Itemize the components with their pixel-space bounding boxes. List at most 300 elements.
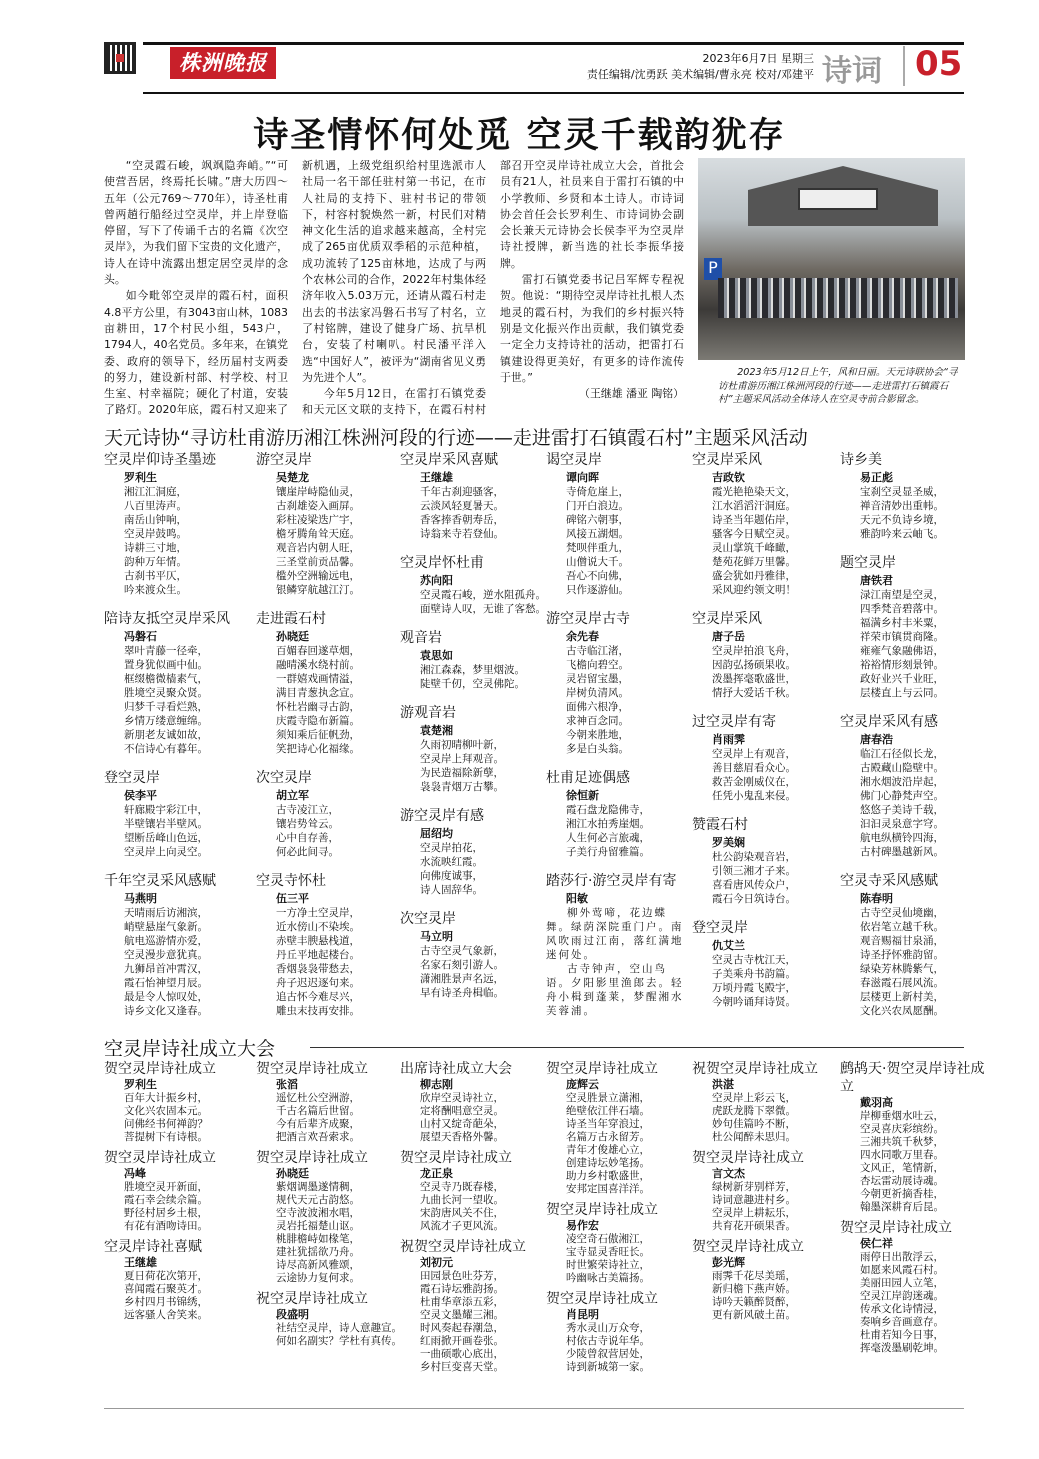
poem-line: 祥荣市镇贯商隆。 xyxy=(860,631,944,643)
poem xyxy=(104,450,249,597)
poem-title: 题空灵岸 xyxy=(840,555,896,571)
poem-column xyxy=(104,450,249,1030)
poem-line: 霞石幸会续佘篇。 xyxy=(124,1194,208,1206)
poem-line: 云淡风轻夏暑天。 xyxy=(420,500,504,512)
poem-column xyxy=(840,1060,985,1360)
poem-line: 风流才子更风流。 xyxy=(420,1220,504,1232)
poem-line: 文风正，笔情新， xyxy=(860,1162,944,1174)
poem-title: 次空灵岸 xyxy=(256,770,312,786)
poem-author: 戴羽高 xyxy=(860,1096,893,1109)
poem-line: 空灵喜庆彩缤纷。 xyxy=(860,1123,944,1135)
poem-line: 喜看唐风传众户， xyxy=(712,879,796,891)
poem-line: 南岳山钟响， xyxy=(124,514,187,526)
poem-line: 杜甫华章添五彩， xyxy=(420,1296,504,1308)
poem xyxy=(400,553,545,616)
poem-line: 凌空奇石傲湘江， xyxy=(566,1233,650,1245)
poem-line: 空灵江岸韵迷魂。 xyxy=(860,1290,944,1302)
poem-author: 刘初元 xyxy=(420,1256,453,1269)
poem-line: 把酒言欢吾索求。 xyxy=(276,1131,360,1143)
poem-line: 有花有酒吻诗田。 xyxy=(124,1220,208,1232)
poem-title: 游观音岩 xyxy=(400,705,456,721)
poem-column xyxy=(256,1060,401,1353)
poem-line: 面壁诗人叹，无谁了客愁。 xyxy=(420,603,546,615)
poem-line: 框缀檐微樯素气， xyxy=(124,673,208,685)
poem-title: 空灵岸仰诗圣墨迹 xyxy=(104,452,216,468)
poem-author: 侯仁祥 xyxy=(860,1237,893,1250)
poem-author: 冯峰 xyxy=(124,1167,146,1180)
poem-line: 百年大计振乡村， xyxy=(124,1092,208,1104)
poem-line: 古村碑墨越新风。 xyxy=(860,846,944,858)
poem-title: 观音岩 xyxy=(400,630,442,646)
poem-line: 因韵弘扬硕果收。 xyxy=(712,659,796,671)
poem-line: 名家石刻引游人。 xyxy=(420,959,504,971)
poem-author: 肖雨霁 xyxy=(712,733,745,746)
poem-line: 诗词意趣进村乡。 xyxy=(712,1194,796,1206)
poem-line: 共育花开硕果香。 xyxy=(712,1220,796,1232)
article-paragraph: “空灵霞石峻，飒飒隐奔峭。”“可使营吾居，终焉托长啸。”唐大历四～五年（公元769～770年），诗圣杜甫曾两趟行船经过空灵岸，并上岸登临停留，写下了传诵千古的名篇《次空灵岸》，为我们留下宝贵的文化遗产，诗人在诗中流露出想定居空灵岸的念头。 xyxy=(104,159,288,287)
poem-title: 空灵岸采风喜赋 xyxy=(400,452,498,468)
poem-line: 青年才俊雄心立， xyxy=(566,1144,650,1156)
poem-author: 孙晓廷 xyxy=(276,1167,309,1180)
header-top-rule xyxy=(143,42,964,45)
poem-line: 多是白头翁。 xyxy=(566,743,629,755)
poem-line: 妙句佳篇吟不断， xyxy=(712,1118,796,1130)
poem-line: 古刹雄姿入画屏。 xyxy=(276,500,360,512)
poem-line: 轩廊殿宇彩江中， xyxy=(124,804,208,816)
poem-title: 祝空灵岸诗社成立 xyxy=(256,1291,368,1307)
poem xyxy=(400,1238,545,1374)
poem-line: 奏响乡音画意存。 xyxy=(860,1316,944,1328)
poem-title: 空灵寺采风感赋 xyxy=(840,873,938,889)
poem-line: 福满乡村丰米粟， xyxy=(860,617,944,629)
poem-line: 霞石怡神望月辰。 xyxy=(124,977,208,989)
poem-author: 屈绍均 xyxy=(420,827,453,840)
poem-line: 古寺凌江立， xyxy=(276,804,339,816)
poem-line: 建社犹揺欲乃舟。 xyxy=(276,1246,360,1258)
poem-line: 时风奏起春潮急， xyxy=(420,1322,504,1334)
poem-line: 镶崖岸峙隐仙灵， xyxy=(276,486,360,498)
poem-author: 阳敏 xyxy=(566,892,588,905)
poem-line: 须知乘后征帆劲， xyxy=(276,729,360,741)
poem xyxy=(256,1149,401,1285)
poem-line: 临江石径似长龙， xyxy=(860,748,944,760)
poem-author: 孙晓廷 xyxy=(276,630,309,643)
poem-author: 陈春明 xyxy=(860,892,893,905)
poem-line: 空灵岸拍浪飞舟， xyxy=(712,645,796,657)
poem-line: 文化兴农固本元。 xyxy=(124,1105,208,1117)
poem-line: 少陵曾叙营居处， xyxy=(566,1348,650,1360)
poem xyxy=(400,1060,545,1144)
poem-title: 贺空灵岸诗社成立 xyxy=(546,1061,658,1077)
poem xyxy=(546,1290,691,1374)
poem-line: 雍雍气象融佛语， xyxy=(860,645,944,657)
poem xyxy=(400,1149,545,1233)
poem-author: 罗利生 xyxy=(124,1078,157,1091)
poem-line: 天晴雨后访湘滨， xyxy=(124,907,208,919)
poem-title: 空灵岸诗社喜赋 xyxy=(104,1239,202,1255)
photo-caption: 2023年5月12日上午，风和日丽。天元诗联协会“寻访杜甫游历湘江株洲河段的行迹——走进雷打石镇霞石村”主题采风活动全体诗人在空灵寺前合影留念。 xyxy=(718,367,958,405)
poem-title: 鹧鸪天·贺空灵岸诗社成立 xyxy=(840,1061,985,1095)
poem-line: 新归檐下燕声娇。 xyxy=(712,1283,796,1295)
poem-line: 诗翁来寺若登仙。 xyxy=(420,528,504,540)
poets-group xyxy=(718,278,958,318)
poem-line: 空灵岸鼓鸣。 xyxy=(124,528,187,540)
poem-line: 灵岩托福楚山讴。 xyxy=(276,1220,360,1232)
poem-title: 游空灵岸有感 xyxy=(400,808,484,824)
poem-line: 杜公闻醉未思归。 xyxy=(712,1131,796,1143)
poem-line: 宝寺显灵香旺长。 xyxy=(566,1246,650,1258)
poem-line: 时世繁荣诗社立， xyxy=(566,1259,650,1271)
poem-line: 紫烟调墨遂情稠， xyxy=(276,1181,360,1193)
poem-line: 依岩笔立越千秋。 xyxy=(860,921,944,933)
poem-line: 空灵胜景立潇湘， xyxy=(566,1092,650,1104)
poem-line: 峭壁悬崖气象新。 xyxy=(124,921,208,933)
poem-author: 龙正泉 xyxy=(420,1167,453,1180)
poem-line: 吟幽咏古美篇扬。 xyxy=(566,1272,650,1284)
poem-title: 出席诗社成立大会 xyxy=(400,1061,512,1077)
poem-line: 问佛经书何禅韵？ xyxy=(124,1118,208,1130)
masthead-logo: 株洲晚报 xyxy=(170,47,276,79)
footer-rule xyxy=(104,1408,964,1409)
poem-line: 骚客今日赋空灵。 xyxy=(712,528,796,540)
poem-line: 风接五湖烟。 xyxy=(566,528,629,540)
poem-author: 唐子岳 xyxy=(712,630,745,643)
poem-line: 采风迎约领文明！ xyxy=(712,584,796,596)
poem xyxy=(400,909,545,1000)
poem-author: 王继雄 xyxy=(420,471,453,484)
poem xyxy=(840,1219,985,1355)
poem-column xyxy=(546,1060,691,1379)
poem xyxy=(546,871,691,1018)
poem-line: 面佛六根净， xyxy=(566,701,629,713)
poem-line: 子美乘舟书韵篇。 xyxy=(712,968,796,980)
poem-line: 胜境空灵开新面， xyxy=(124,1181,208,1193)
poem-line: 子美行舟留雅篇。 xyxy=(566,846,650,858)
poem-title: 贺空灵岸诗社成立 xyxy=(400,1150,512,1166)
article-body xyxy=(104,158,684,420)
poem-line: 望断岳峰山色远， xyxy=(124,832,208,844)
poem-line: 千古名篇后世留。 xyxy=(276,1105,360,1117)
poem-title: 过空灵岸有寄 xyxy=(692,714,776,730)
poem-line: 九曲长河一望收。 xyxy=(420,1194,504,1206)
poem-line: 湘江水拍秀崖烟。 xyxy=(566,818,650,830)
poem-line: 空灵古寺枕江天， xyxy=(712,954,796,966)
poem-line: 虎跃龙腾下翠微。 xyxy=(712,1105,796,1117)
poem-line: 名篇万古永留芳。 xyxy=(566,1131,650,1143)
poem-line: 远客骚人舍笑来。 xyxy=(124,1309,208,1321)
poem xyxy=(840,553,985,700)
poem-line: 湘水烟波沿岸起， xyxy=(860,776,944,788)
poem-line: 彩柱凌梁迭广宇， xyxy=(276,514,360,526)
poem-line: 安邦定国喜洋洋。 xyxy=(566,1183,650,1195)
poem-line: 只作逐游仙。 xyxy=(566,584,629,596)
poem-line: 柳外莺啼，花边蝶舞。绿荫深院重门户。南风吹雨过江南，落红满地迷何处。 xyxy=(546,907,684,961)
poem-line: 规代天元古韵悠。 xyxy=(276,1194,360,1206)
poem-author: 伍三平 xyxy=(276,892,309,905)
article-paragraph: 今年5月12日，在雷打石镇党委和天元区文联的支持下，在霞石村村部召开空灵岸诗社成立大会，首批会员有21人，社员来自于雷打石镇的中小学教师、乡贤和本土诗人。市诗词协会首任会长罗利生、市诗词协会副会长兼天元诗协会长侯李平为空灵岸诗社授牌，新当选的社长李振华接牌。 xyxy=(302,159,684,417)
poem-author: 徐恒新 xyxy=(566,789,599,802)
group-photo[interactable] xyxy=(698,158,965,360)
poem-author: 庞辉云 xyxy=(566,1078,599,1091)
poem xyxy=(840,1060,985,1214)
poem-line: 古寺钟声，空山鸟语。夕阳影里渔郎去。轻舟小楫到蓬莱，梦醒湘水芙蓉浦。 xyxy=(546,963,684,1017)
poem-line: 向佛度诚事， xyxy=(420,870,483,882)
poem-line: 层楼更上新村美， xyxy=(860,991,944,1003)
poem-line: 杜甫若知今日事， xyxy=(860,1329,944,1341)
section-heading-rule xyxy=(310,1047,964,1048)
poem-line: 宋韵唐风关不住， xyxy=(420,1207,504,1219)
poem-line: 今朝来胜地， xyxy=(566,729,629,741)
poem-title: 空灵岸采风有感 xyxy=(840,714,938,730)
poem-title: 空灵寺怀杜 xyxy=(256,873,326,889)
section-name: 诗词 xyxy=(822,54,882,89)
poem-line: 千年古刹迎骚客， xyxy=(420,486,504,498)
poem-line: 悠悠子美诗千载， xyxy=(860,804,944,816)
poem-line: 杏坛雷动展诗魂。 xyxy=(860,1175,944,1187)
poem-line: 空灵文墨耀三湘。 xyxy=(420,1309,504,1321)
poem-line: 今朝吟诵拜诗贤。 xyxy=(712,996,796,1008)
poem-line: 古刹书平仄， xyxy=(124,570,187,582)
poem-line: 空灵岸上彩云飞， xyxy=(712,1092,796,1104)
poem-title: 贺空灵岸诗社成立 xyxy=(256,1150,368,1166)
poem-line: 乡村四月书锦绣， xyxy=(124,1296,208,1308)
poem-line: 秀水灵山万众夸， xyxy=(566,1322,650,1334)
poem-line: 山村又绽奇葩朵， xyxy=(420,1118,504,1130)
poem-title: 贺空灵岸诗社成立 xyxy=(692,1239,804,1255)
poem-line: 情抒大爱话千秋。 xyxy=(712,687,796,699)
poem-title: 登空灵岸 xyxy=(104,770,160,786)
poem-line: 今有后辈齐成聚， xyxy=(276,1118,360,1130)
poem-author: 余先春 xyxy=(566,630,599,643)
poem-line: 不信诗心有暮年。 xyxy=(124,743,208,755)
poem-title: 登空灵岸 xyxy=(692,920,748,936)
article-byline: （王继雄 潘亚 陶铭） xyxy=(579,387,684,401)
poem xyxy=(400,450,545,541)
poem xyxy=(692,815,837,906)
poem-line: 观音赐福甘泉涌， xyxy=(860,935,944,947)
poem-line: 三圣堂前贡品馨。 xyxy=(276,556,360,568)
poem-line: 传承文化诗情浸， xyxy=(860,1303,944,1315)
poem-line: 何必此间寻。 xyxy=(276,846,339,858)
poem-author: 侯李平 xyxy=(124,789,157,802)
poem-line: 岸柳垂烟水吐云， xyxy=(860,1110,944,1122)
poem-line: 绿染芳林腾紫气， xyxy=(860,963,944,975)
poem-author: 易正彪 xyxy=(860,471,893,484)
poem-line: 门开白浪边。 xyxy=(566,500,629,512)
poem-author: 仇艾兰 xyxy=(712,939,745,952)
poem-line: 人生何必言旅魂， xyxy=(566,832,650,844)
poem-line: 水流映红霞。 xyxy=(420,856,483,868)
poem-line: 求神百念同。 xyxy=(566,715,629,727)
poem-line: 救苦金刚威仪在， xyxy=(712,776,796,788)
poem-line: 引领三湘才子来。 xyxy=(712,865,796,877)
poem-line: 雅韵吟来云岫飞。 xyxy=(860,528,944,540)
poem-line: 三湘共筑千秋梦， xyxy=(860,1136,944,1148)
poem-author: 冯磐石 xyxy=(124,630,157,643)
poem-line: 赤壁丰腴悬栈道， xyxy=(276,935,360,947)
poem-line: 袅袅青烟万古攀。 xyxy=(420,781,504,793)
headline: 诗圣情怀何处觅 空灵千载韵犹存 xyxy=(253,116,786,156)
poem-title: 次空灵岸 xyxy=(400,911,456,927)
poem xyxy=(840,871,985,1018)
poem-line: 文化兴农凤愿酬。 xyxy=(860,1005,944,1017)
poem-line: 九狮昂首冲霄汉， xyxy=(124,963,208,975)
poem-line: 今朝更祈摘香桂， xyxy=(860,1188,944,1200)
poem-line: 善目慈眉看众心。 xyxy=(712,762,796,774)
poem-line: 灵山掌筑千峰瞰， xyxy=(712,542,796,554)
poem-author: 袁思如 xyxy=(420,649,453,662)
poem-line: 早有诗圣舟楫临。 xyxy=(420,987,504,999)
poem xyxy=(256,450,401,597)
poem-line: 怀杜岩幽寻古韵， xyxy=(276,701,360,713)
temple-sign xyxy=(798,188,878,210)
poem-line: 梵呗伴重九， xyxy=(566,542,629,554)
poem-line: 檐牙腾角耸天庭。 xyxy=(276,528,360,540)
poem-line: 吟来渡众生。 xyxy=(124,584,187,596)
poem-title: 贺空灵岸诗社成立 xyxy=(692,1150,804,1166)
header-bottom-rule xyxy=(143,92,964,94)
poem-line: 香烟袅袅带愁去， xyxy=(276,963,360,975)
qr-code[interactable] xyxy=(104,42,136,74)
poem-line: 红雨掀开画卷张。 xyxy=(420,1335,504,1347)
poem xyxy=(104,1060,249,1144)
poem-line: 空灵寺乃既春楼， xyxy=(420,1181,504,1193)
poem xyxy=(400,806,545,897)
poem-line: 湘江汇洞庭， xyxy=(124,486,187,498)
poem-title: 游空灵岸 xyxy=(256,452,312,468)
poem-line: 夏日荷花次第开， xyxy=(124,1270,208,1282)
poem-author: 王继雄 xyxy=(124,1256,157,1269)
poem xyxy=(692,1060,837,1144)
poem-line: 政好业兴千业旺， xyxy=(860,673,944,685)
poem-title: 千年空灵采风感赋 xyxy=(104,873,216,889)
poem-line: 何如名副实？学杜有真传。 xyxy=(276,1335,402,1347)
poem-title: 游空灵岸古寺 xyxy=(546,611,630,627)
poem xyxy=(104,768,249,859)
poem-line: 更有新风破土苗。 xyxy=(712,1309,796,1321)
poem-line: 湘江森森，梦里烟波。 xyxy=(420,664,525,676)
poem-column xyxy=(546,450,691,1030)
poem-title: 祝贺空灵岸诗社成立 xyxy=(692,1061,818,1077)
poem-title: 祝贺空灵岸诗社成立 xyxy=(400,1239,526,1255)
poem-author: 唐春浩 xyxy=(860,733,893,746)
poem-line: 空灵霞石峻，逆水阻孤舟。 xyxy=(420,589,546,601)
poem-line: 空灵岸拍花， xyxy=(420,842,483,854)
poem-author: 唐铁君 xyxy=(860,574,893,587)
poem xyxy=(104,871,249,1018)
poem-line: 万顷丹霞飞殿宇， xyxy=(712,982,796,994)
poem-title: 陪诗友抵空灵岸采风 xyxy=(104,611,230,627)
poem-line: 满目青葱执念宣。 xyxy=(276,687,360,699)
section-heading-founding: 空灵岸诗社成立大会 xyxy=(104,1038,276,1060)
poem-line: 飞檐向碧空。 xyxy=(566,659,629,671)
poem-author: 胡立军 xyxy=(276,789,309,802)
poem-line: 一方净土空灵岸， xyxy=(276,907,360,919)
poem-line: 展望天香格外馨。 xyxy=(420,1131,504,1143)
poem-line: 新朋老友诚如故， xyxy=(124,729,208,741)
poem-line: 翠叶青藤一径牵， xyxy=(124,645,208,657)
poem-title: 杜甫足迹偶感 xyxy=(546,770,630,786)
poem-author: 段盛明 xyxy=(276,1308,309,1321)
poem-line: 裕裕情形刻景钟。 xyxy=(860,659,944,671)
poem-line: 楚苑花鲜万里馨。 xyxy=(712,556,796,568)
poem-line: 任凭小鬼乱来侵。 xyxy=(712,790,796,802)
poem-line: 菩提树下有诗根。 xyxy=(124,1131,208,1143)
poem-author: 马燕明 xyxy=(124,892,157,905)
poem-line: 近水傍山不染埃。 xyxy=(276,921,360,933)
poem-line: 诗吟天籁醉贤醉， xyxy=(712,1296,796,1308)
poem-line: 霞石盘龙隐佛寺， xyxy=(566,804,650,816)
poem-line: 空寺波波湘水唱， xyxy=(276,1207,360,1219)
poem-line: 置身犹似画中仙。 xyxy=(124,659,208,671)
poem-line: 创建诗坛妙笔扬。 xyxy=(566,1157,650,1169)
poem-title: 贺空灵岸诗社成立 xyxy=(546,1291,658,1307)
poem-line: 欣岸空灵诗社立， xyxy=(420,1092,504,1104)
poem-line: 寺倚危崖上， xyxy=(566,486,629,498)
poem-line: 碑铭六朝事， xyxy=(566,514,629,526)
poem-line: 空灵岸上向灵空。 xyxy=(124,846,208,858)
poem-line: 航电纵横铃四海， xyxy=(860,832,944,844)
poem-author: 苏向阳 xyxy=(420,574,453,587)
poem-line: 野径村居乡土根， xyxy=(124,1207,208,1219)
poem-line: 江水滔滔汗洞庭。 xyxy=(712,500,796,512)
poem-author: 吉政钦 xyxy=(712,471,745,484)
poem xyxy=(840,450,985,541)
poem-line: 雕虫末技再安排。 xyxy=(276,1005,360,1017)
poem-title: 贺空灵岸诗社成立 xyxy=(840,1220,952,1236)
editor-credits: 责任编辑/沈勇跃 美术编辑/曹永亮 校对/邓建平 xyxy=(586,68,814,81)
poem-line: 田园景色吐芬芳， xyxy=(420,1270,504,1282)
poem-line: 古寺空灵仙境幽， xyxy=(860,907,944,919)
poem-line: 八百里涛声。 xyxy=(124,500,187,512)
poem-line: 航电巡游情亦爱， xyxy=(124,935,208,947)
poem-column xyxy=(692,450,837,1021)
poem-line: 定将酬唱意空灵。 xyxy=(420,1105,504,1117)
poem-line: 村依古寺说年华。 xyxy=(566,1335,650,1347)
poem-line: 空灵岸上拜观音。 xyxy=(420,753,504,765)
poem-author: 易作宏 xyxy=(566,1219,599,1232)
section-divider xyxy=(903,46,905,86)
poem-line: 绿树新芽别样芳， xyxy=(712,1181,796,1193)
poem-column xyxy=(400,1060,545,1379)
poem-title: 空灵岸采风 xyxy=(692,452,762,468)
poem xyxy=(692,450,837,597)
poem-line: 四季梵音碧落中。 xyxy=(860,603,944,615)
poem xyxy=(256,1290,401,1348)
poem xyxy=(692,1149,837,1233)
poem-author: 吴楚龙 xyxy=(276,471,309,484)
poem-line: 观音岩内朝人旺， xyxy=(276,542,360,554)
poem-line: 韵种万年情。 xyxy=(124,556,187,568)
poem-line: 禅音清妙出重帏。 xyxy=(860,500,944,512)
poem xyxy=(256,609,401,756)
poem-line: 社结空灵岸，诗人意趣宣。 xyxy=(276,1322,402,1334)
poem-title: 贺空灵岸诗社成立 xyxy=(104,1061,216,1077)
poem-line: 霞石诗坛雅韵扬。 xyxy=(420,1283,504,1295)
poem-column xyxy=(104,1060,249,1327)
poem-line: 舟子迟迟逐句来。 xyxy=(276,977,360,989)
poem-title: 踏莎行·游空灵岸有寄 xyxy=(546,873,677,889)
poem xyxy=(840,712,985,859)
poem-line: 融晴溪水绕村前。 xyxy=(276,659,360,671)
poem-line: 如愿来风霞石村。 xyxy=(860,1264,944,1276)
poem-line: 泼墨挥毫歌盛世， xyxy=(712,673,796,685)
poem xyxy=(692,712,837,803)
poem-line: 空灵岸上有观音， xyxy=(712,748,796,760)
poem-line: 乡情万缕意缠绵。 xyxy=(124,715,208,727)
poem xyxy=(256,768,401,859)
poem xyxy=(104,609,249,756)
